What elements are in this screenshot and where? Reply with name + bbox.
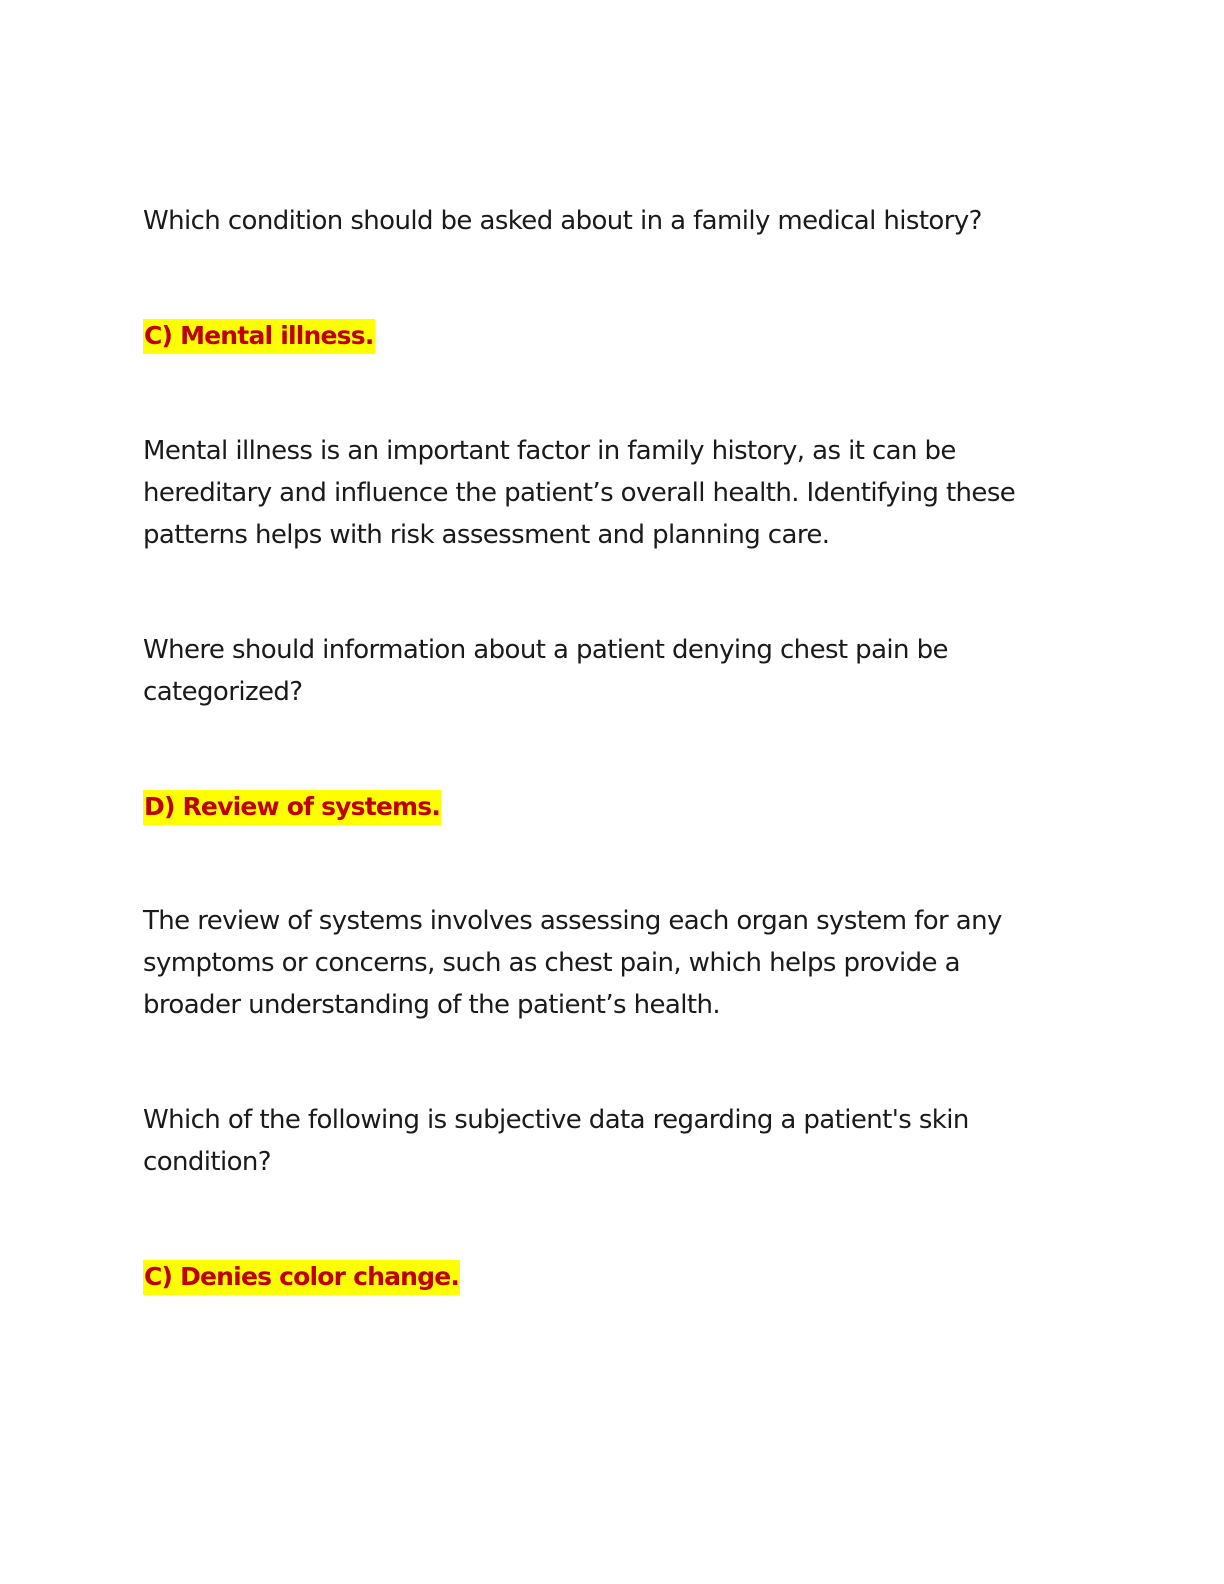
answer-2 [143, 787, 441, 827]
answer-1-highlight: C) Mental illness. [143, 319, 375, 354]
question-2-line-2: categorized? [143, 677, 303, 707]
question-2-line-1: Where should information about a patient denying chest pain be [143, 635, 948, 665]
question-1-line-1: Which condition should be asked about in a family medical history? [143, 206, 982, 236]
answer-1 [143, 316, 375, 356]
explanation-1-line-2: hereditary and influence the patient’s overall health. Identifying these [143, 478, 1016, 508]
explanation-2-line-2: symptoms or concerns, such as chest pain, which helps provide a [143, 948, 960, 978]
question-3-line-1: Which of the following is subjective data regarding a patient's skin [143, 1105, 969, 1135]
question-3-line-2: condition? [143, 1147, 272, 1177]
answer-3-highlight: C) Denies color change. [143, 1260, 460, 1295]
explanation-2-line-3: broader understanding of the patient’s health. [143, 990, 721, 1020]
answer-3 [143, 1257, 460, 1297]
answer-2-highlight: D) Review of systems. [143, 790, 441, 825]
explanation-1-line-3: patterns helps with risk assessment and planning care. [143, 520, 830, 550]
explanation-1-line-1: Mental illness is an important factor in family history, as it can be [143, 436, 956, 466]
explanation-2-line-1: The review of systems involves assessing each organ system for any [143, 906, 1002, 936]
